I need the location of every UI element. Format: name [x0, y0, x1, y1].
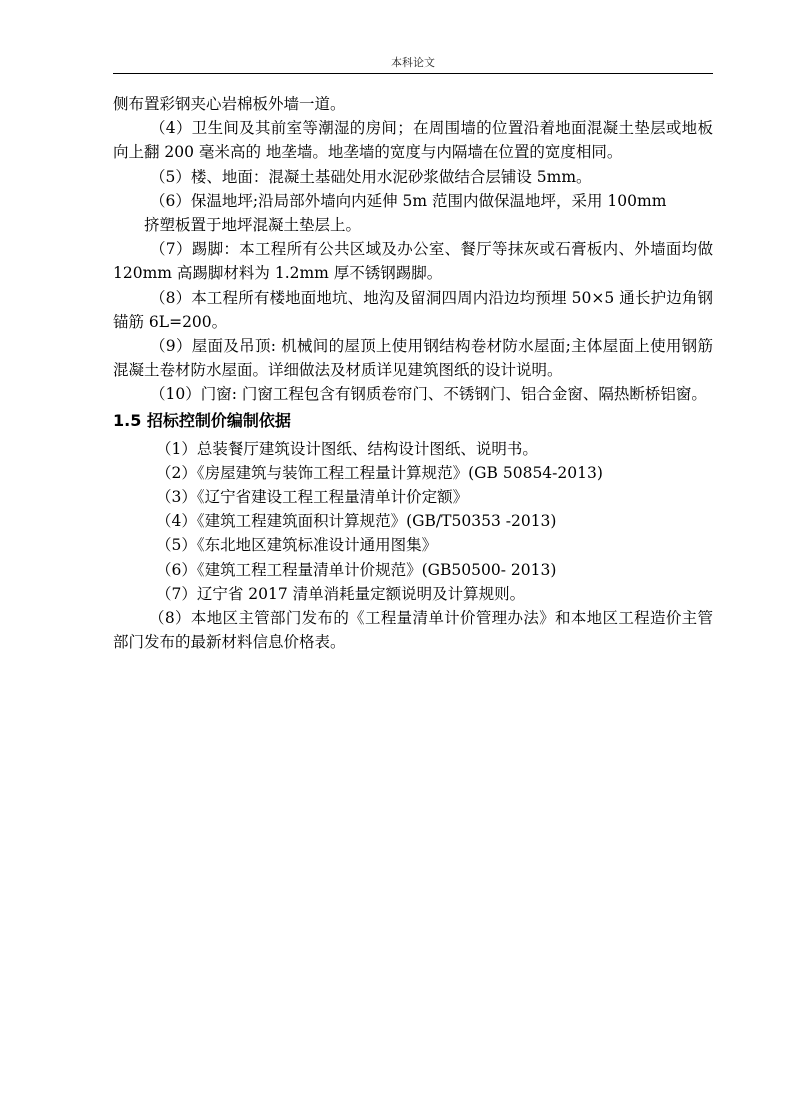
paragraph-item-4: （4）卫生间及其前室等潮湿的房间；在周围墙的位置沿着地面混凝土垫层或地板向上翻 200 毫米高的 地垄墙。地垄墙的宽度与内隔墙在位置的宽度相同。 [113, 119, 713, 162]
paragraph-item-6-continued: 挤塑板置于地坪混凝土垫层上。 [144, 216, 362, 235]
paragraph-item-5: （5）楼、地面：混凝土基础处用水泥砂浆做结合层铺设 5mm。 [150, 167, 592, 186]
basis-item-8: （8）本地区主管部门发布的《工程量清单计价管理办法》和本地区工程造价主管部门发布的最新材料信息价格表。 [113, 609, 713, 652]
basis-item-5: （5）《东北地区建筑标准设计通用图集》 [156, 536, 438, 555]
document-body [113, 92, 713, 654]
basis-item-7: （7）辽宁省 2017 清单消耗量定额说明及计算规则。 [156, 584, 526, 603]
page-header: 本科论文 [391, 56, 435, 69]
paragraph-continuation: 侧布置彩钢夹心岩棉板外墙一道。 [113, 95, 346, 113]
paragraph-item-9: （9）屋面及吊顶: 机械间的屋顶上使用钢结构卷材防水屋面;主体屋面上使用钢筋混凝土卷材防水屋面。详细做法及材质详见建筑图纸的设计说明。 [113, 337, 713, 380]
paragraph-item-10: （10）门窗: 门窗工程包含有钢质卷帘门、不锈钢门、铝合金窗、隔热断桥铝窗。 [150, 385, 707, 404]
paragraph-item-6: （6）保温地坪;沿局部外墙向内延伸 5m 范围内做保温地坪，采用 100mm [150, 191, 667, 210]
basis-item-4: （4）《建筑工程建筑面积计算规范》(GB/T50353 -2013) [156, 512, 557, 531]
basis-item-6: （6）《建筑工程工程量清单计价规范》(GB50500- 2013) [156, 560, 557, 579]
basis-item-3: （3）《辽宁省建设工程工程量清单计价定额》 [156, 488, 469, 507]
basis-item-2: （2）《房屋建筑与装饰工程工程量计算规范》(GB 50854-2013) [156, 463, 603, 482]
header-rule [113, 73, 713, 74]
paragraph-item-8: （8）本工程所有楼地面地坑、地沟及留洞四周内沿边均预埋 50×5 通长护边角钢锚筋 6L=200。 [113, 288, 713, 331]
basis-item-1: （1）总装餐厅建筑设计图纸、结构设计图纸、说明书。 [156, 439, 538, 458]
section-heading: 1.5 招标控制价编制依据 [113, 410, 291, 430]
paragraph-item-7: （7）踢脚：本工程所有公共区域及办公室、餐厅等抹灰或石膏板内、外墙面均做 120mm 高踢脚材料为 1.2mm 厚不锈钢踢脚。 [113, 240, 713, 283]
